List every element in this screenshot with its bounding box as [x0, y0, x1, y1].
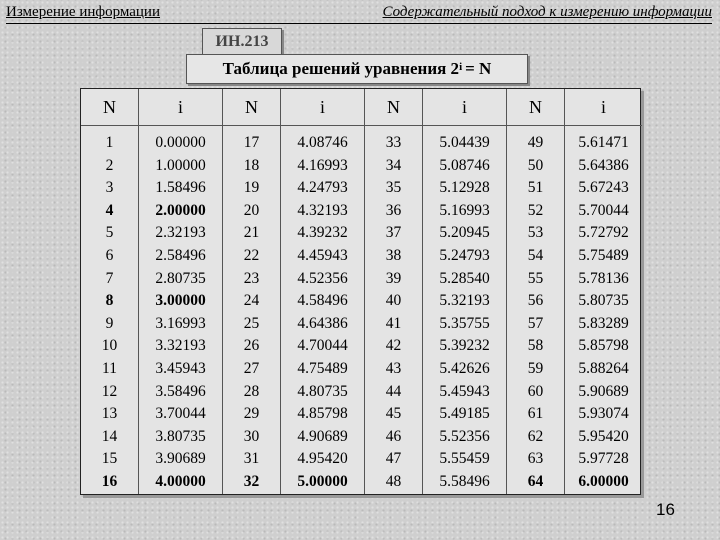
table-cell: 14 [101, 427, 118, 445]
table-cell: 21 [243, 224, 260, 242]
table-cell: 5.95420 [578, 427, 629, 445]
table-cell: 54 [527, 246, 544, 264]
table-cell: 5.93074 [578, 405, 629, 423]
table-cell: 51 [527, 179, 544, 197]
table-cell: 52 [527, 201, 544, 219]
table-column [423, 89, 507, 494]
table-cell: 17 [243, 134, 260, 151]
table-cell: 39 [385, 269, 402, 287]
table-cell: 30 [243, 427, 260, 445]
table-cell: 27 [243, 359, 260, 377]
table-cell: 5.39232 [439, 337, 490, 355]
table-cell: 3.70044 [155, 405, 206, 423]
table-cell: 37 [385, 224, 402, 242]
table-cell: 34 [385, 156, 402, 174]
table-cell: 4.08746 [297, 134, 348, 151]
column-header: i [565, 89, 642, 126]
table-cell: 5.90689 [578, 382, 629, 400]
table-cell: 6 [105, 246, 114, 264]
table-cell: 3.16993 [155, 314, 206, 332]
table-cell: 4.32193 [297, 201, 348, 219]
table-cell: 18 [243, 156, 260, 174]
table-cell: 25 [243, 314, 260, 332]
table-cell: 4.00000 [155, 472, 206, 490]
table-cell: 38 [385, 246, 402, 264]
table-cell: 4 [105, 201, 114, 219]
table-cell: 26 [243, 337, 260, 355]
table-cell: 1 [105, 134, 114, 151]
table-column [139, 89, 223, 494]
table-cell: 3.45943 [155, 359, 206, 377]
table-cell: 4.52356 [297, 269, 348, 287]
table-title [186, 54, 528, 84]
table-cell: 55 [527, 269, 544, 287]
header-topic-title: Содержательный подход к измерению информации [382, 4, 712, 20]
table-cell: 53 [527, 224, 544, 242]
table-cell: 3.00000 [155, 292, 206, 310]
table-cell: 5.58496 [439, 472, 490, 490]
table-cell: 6.00000 [578, 472, 629, 490]
table-cell: 20 [243, 201, 260, 219]
table-cell: 63 [527, 450, 544, 468]
solutions-grid [81, 89, 640, 494]
table-cell: 5.28540 [439, 269, 490, 287]
table-cell: 47 [385, 450, 402, 468]
table-cell: 28 [243, 382, 260, 400]
table-cell: 4.39232 [297, 224, 348, 242]
table-cell: 5.20945 [439, 224, 490, 242]
table-cell: 5.04439 [439, 134, 490, 151]
table-cell: 35 [385, 179, 402, 197]
table-cell: 4.90689 [297, 427, 348, 445]
table-cell: 2.00000 [155, 201, 206, 219]
solutions-table [80, 88, 641, 495]
table-cell: 5.61471 [578, 134, 629, 151]
table-cell: 45 [385, 405, 402, 423]
table-cell: 32 [243, 472, 260, 490]
table-cell: 2.58496 [155, 246, 206, 264]
table-cell: 11 [102, 359, 117, 377]
table-column [507, 89, 565, 494]
table-cell: 24 [243, 292, 260, 310]
table-title-prefix: Таблица решений уравнения 2 [222, 59, 460, 78]
table-column [223, 89, 281, 494]
table-cell: 33 [385, 134, 402, 151]
table-cell: 5.55459 [439, 450, 490, 468]
table-cell: 50 [527, 156, 544, 174]
table-cell: 10 [101, 337, 118, 355]
header-divider [6, 23, 712, 24]
header-section-title: Измерение информации [6, 4, 160, 20]
page-number: 16 [656, 500, 675, 519]
table-cell: 0.00000 [155, 134, 206, 151]
table-cell: 4.24793 [297, 179, 348, 197]
table-cell: 5.72792 [578, 224, 629, 242]
table-cell: 5 [105, 224, 114, 242]
table-cell: 57 [527, 314, 544, 332]
table-cell: 5.00000 [297, 472, 348, 490]
table-cell: 5.80735 [578, 292, 629, 310]
column-cells [139, 126, 222, 494]
table-cell: 5.88264 [578, 359, 629, 377]
table-cell: 12 [101, 382, 118, 400]
table-cell: 5.52356 [439, 427, 490, 445]
column-header: i [139, 89, 222, 126]
column-cells [365, 126, 422, 494]
table-cell: 19 [243, 179, 260, 197]
table-cell: 4.64386 [297, 314, 348, 332]
table-cell: 3.32193 [155, 337, 206, 355]
column-cells [223, 126, 280, 494]
table-cell: 3.80735 [155, 427, 206, 445]
table-cell: 9 [105, 314, 114, 332]
table-cell: 3 [105, 179, 114, 197]
table-cell: 4.16993 [297, 156, 348, 174]
table-cell: 5.78136 [578, 269, 629, 287]
table-cell: 5.16993 [439, 201, 490, 219]
table-cell: 2.32193 [155, 224, 206, 242]
table-cell: 42 [385, 337, 402, 355]
table-cell: 5.70044 [578, 201, 629, 219]
table-cell: 62 [527, 427, 544, 445]
table-cell: 5.42626 [439, 359, 490, 377]
table-cell: 5.24793 [439, 246, 490, 264]
column-header: N [223, 89, 280, 126]
table-cell: 2.80735 [155, 269, 206, 287]
table-cell: 36 [385, 201, 402, 219]
column-header: N [81, 89, 138, 126]
table-cell: 4.80735 [297, 382, 348, 400]
table-column [365, 89, 423, 494]
table-cell: 3.58496 [155, 382, 206, 400]
table-cell: 22 [243, 246, 260, 264]
table-cell: 8 [105, 292, 114, 310]
table-cell: 4.85798 [297, 405, 348, 423]
table-column [565, 89, 642, 494]
table-cell: 41 [385, 314, 402, 332]
table-cell: 4.70044 [297, 337, 348, 355]
table-cell: 49 [527, 134, 544, 151]
table-cell: 1.58496 [155, 179, 206, 197]
table-cell: 5.35755 [439, 314, 490, 332]
table-cell: 3.90689 [155, 450, 206, 468]
table-cell: 5.32193 [439, 292, 490, 310]
column-cells [281, 126, 364, 494]
table-cell: 5.64386 [578, 156, 629, 174]
table-cell: 56 [527, 292, 544, 310]
table-cell: 5.97728 [578, 450, 629, 468]
table-cell: 44 [385, 382, 402, 400]
table-cell: 5.45943 [439, 382, 490, 400]
table-cell: 2 [105, 156, 114, 174]
table-cell: 5.67243 [578, 179, 629, 197]
table-column [81, 89, 139, 494]
column-cells [565, 126, 642, 494]
column-header: i [423, 89, 506, 126]
table-cell: 4.58496 [297, 292, 348, 310]
table-cell: 5.08746 [439, 156, 490, 174]
table-cell: 43 [385, 359, 402, 377]
table-cell: 15 [101, 450, 118, 468]
table-cell: 5.83289 [578, 314, 629, 332]
table-cell: 46 [385, 427, 402, 445]
table-cell: 60 [527, 382, 544, 400]
column-cells [81, 126, 138, 494]
table-cell: 5.49185 [439, 405, 490, 423]
table-cell: 5.75489 [578, 246, 629, 264]
column-cells [507, 126, 564, 494]
table-cell: 29 [243, 405, 260, 423]
table-cell: 1.00000 [155, 156, 206, 174]
table-cell: 5.12928 [439, 179, 490, 197]
column-header: N [507, 89, 564, 126]
table-cell: 58 [527, 337, 544, 355]
table-cell: 31 [243, 450, 260, 468]
table-cell: 4.95420 [297, 450, 348, 468]
table-column [281, 89, 365, 494]
table-cell: 23 [243, 269, 260, 287]
table-cell: 5.85798 [578, 337, 629, 355]
table-cell: 16 [101, 472, 118, 490]
table-title-suffix: = N [465, 59, 492, 78]
column-header: i [281, 89, 364, 126]
slide-code-label: ИН.213 [202, 28, 282, 56]
table-cell: 40 [385, 292, 402, 310]
table-cell: 64 [527, 472, 544, 490]
table-cell: 59 [527, 359, 544, 377]
table-cell: 7 [105, 269, 114, 287]
table-title-exponent: i [459, 61, 463, 73]
column-header: N [365, 89, 422, 126]
table-cell: 61 [527, 405, 544, 423]
table-cell: 13 [101, 405, 118, 423]
table-cell: 48 [385, 472, 402, 490]
table-cell: 4.75489 [297, 359, 348, 377]
table-cell: 4.45943 [297, 246, 348, 264]
column-cells [423, 126, 506, 494]
